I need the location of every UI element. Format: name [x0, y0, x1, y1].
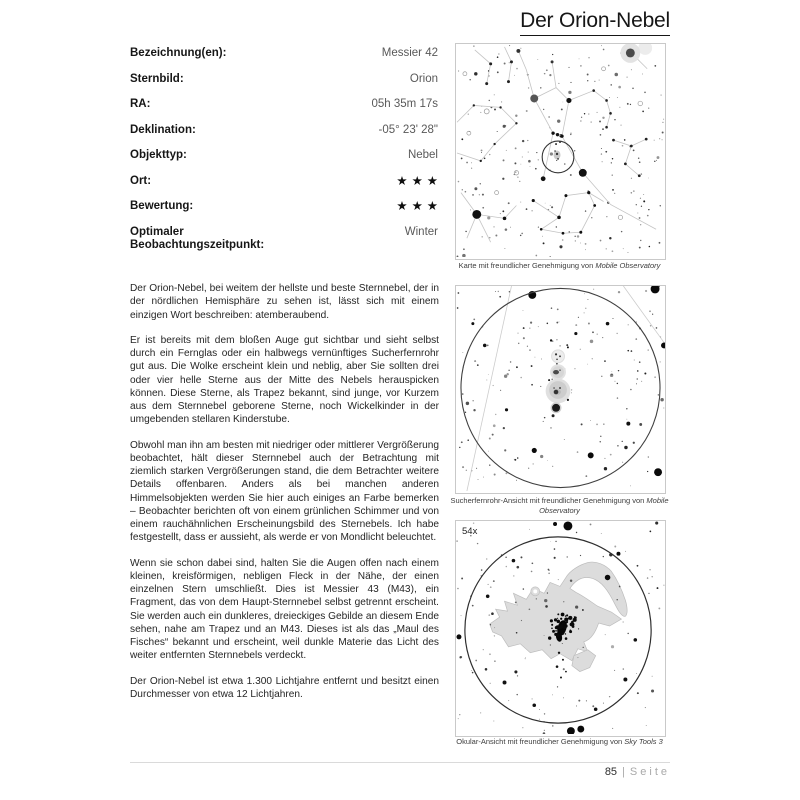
row-value: Messier 42	[381, 47, 438, 59]
row-label: Bezeichnung(en):	[130, 47, 227, 59]
paragraph: Er ist bereits mit dem bloßen Auge gut sichtbar und sieht selbst durch ein Fernglas oder ein halbwegs vernünftiges Sucherfernrohr gut aus. Die Wolke erscheint klein und neblig, aber Sie sollten drei oder vier helle Sterne aus der Mitte des Nebels herauspicken können. Diese Sterne, als Trapez bekannt, sind junge, vor Kurzem aus dem Sternnebel geborene Sterne, noch Wickelkinder in der umgebenden stellaren Kinderstube.	[130, 334, 439, 426]
table-row	[130, 124, 438, 138]
star-rating: ★★★	[396, 199, 442, 213]
row-label: RA:	[130, 98, 151, 110]
paragraph: Der Orion-Nebel ist etwa 1.300 Lichtjahre entfernt und besitzt einen Durchmesser von etwa 12 Lichtjahren.	[130, 675, 439, 700]
page-title-wrap	[520, 9, 670, 36]
star-chart-figure	[455, 43, 666, 260]
paragraph: Wenn sie schon dabei sind, halten Sie die Augen offen nach einem kleinen, kreisförmigen, nebligen Fleck in der Nähe, der einen einzelnen Stern umschließt. Dies ist Messier 43 (M43), ein Fragment, das von dem Haupt-Sternnebel selbst getrennt erscheint. Sie werden auch ein dunkleres, dreieckiges Gebilde an diesem Ende sehen, nahe am Trapez und an M43. Dieses ist als das „Maul des Fisches“ bekannt und erscheint, weil dunkle Materie das Licht des weiter entfernten Sternnebels verdeckt.	[130, 557, 440, 662]
eyepiece-view-svg	[456, 521, 665, 734]
footer-label: Seite	[629, 766, 670, 778]
paragraph: Der Orion-Nebel, bei weitem der hellste und beste Sternnebel, der in der nördlichen Hemisphäre zu sehen ist, lässt sich mit einem einzigen Wort beschreiben: atemberaubend.	[130, 283, 439, 321]
row-label: Bewertung:	[130, 200, 194, 212]
caption-text: Karte mit freundlicher Genehmigung von	[458, 261, 596, 270]
table-row	[130, 98, 438, 112]
bright-stars	[471, 286, 665, 476]
page-title: Der Orion-Nebel	[520, 9, 670, 36]
orion-sword-objects	[546, 350, 571, 417]
object-info-table	[130, 47, 442, 265]
table-row	[130, 73, 438, 87]
table-row	[130, 173, 442, 189]
finder-view-figure	[455, 285, 666, 494]
table-row	[130, 47, 438, 61]
finder-view-svg	[456, 286, 665, 491]
row-label: Sternbild:	[130, 72, 184, 85]
footer-divider	[130, 762, 670, 763]
eyepiece-view-figure	[455, 520, 666, 737]
page-footer	[605, 766, 670, 778]
figure-caption	[444, 737, 675, 747]
magnification-label: 54x	[462, 526, 478, 537]
page-number: 85	[604, 766, 618, 778]
row-label: Ort:	[130, 174, 152, 187]
row-label: Objekttyp:	[130, 149, 187, 161]
variable-star-markers	[463, 67, 643, 220]
row-value: -05° 23' 28"	[378, 123, 438, 136]
row-label: Deklination:	[130, 123, 196, 136]
star-chart-svg	[456, 44, 665, 257]
table-row	[130, 226, 438, 253]
m42-marker	[542, 141, 574, 173]
row-value: Nebel	[407, 149, 438, 161]
caption-credit: Sky Tools 3	[624, 737, 663, 746]
footer-separator: |	[622, 766, 625, 778]
table-row	[130, 199, 442, 214]
caption-credit: Mobile Observatory	[539, 496, 669, 515]
row-value: Winter	[404, 225, 438, 238]
caption-text: Okular-Ansicht mit freundlicher Genehmigung von	[456, 737, 625, 746]
caption-text: Sucherfernrohr-Ansicht mit freundlicher Genehmigung von	[450, 496, 647, 505]
row-label: Optimaler Beobachtungszeitpunkt:	[130, 225, 265, 251]
figure-caption	[444, 261, 675, 271]
star-rating: ★★★	[396, 173, 442, 188]
row-value: Orion	[409, 72, 438, 85]
paragraph: Obwohl man ihn am besten mit niedriger oder mittlerer Vergrößerung beobachtet, hält dieser Sternnebel auch der Betrachtung mit ziemlich starken Vergrößerungen stand, die dem Betrachter weitere Details offenbaren. Anders als bei manchen anderen Himmelsobjekten werden Sie hier auch einiges an Farbe bemerken – Beobachter berichten oft von einem grünlichen Schimmer und von einem rauchähnlichen Erscheinungsbild des Sternebels. Ich habe festgestellt, dass er aussieht, als werde er von Mondlicht beleuchtet.	[130, 439, 439, 544]
caption-credit: Mobile Observatory	[595, 261, 661, 270]
table-row	[130, 149, 438, 163]
figure-caption	[444, 496, 675, 515]
row-value: 05h 35m 17s	[371, 98, 438, 110]
article-body	[130, 282, 439, 713]
